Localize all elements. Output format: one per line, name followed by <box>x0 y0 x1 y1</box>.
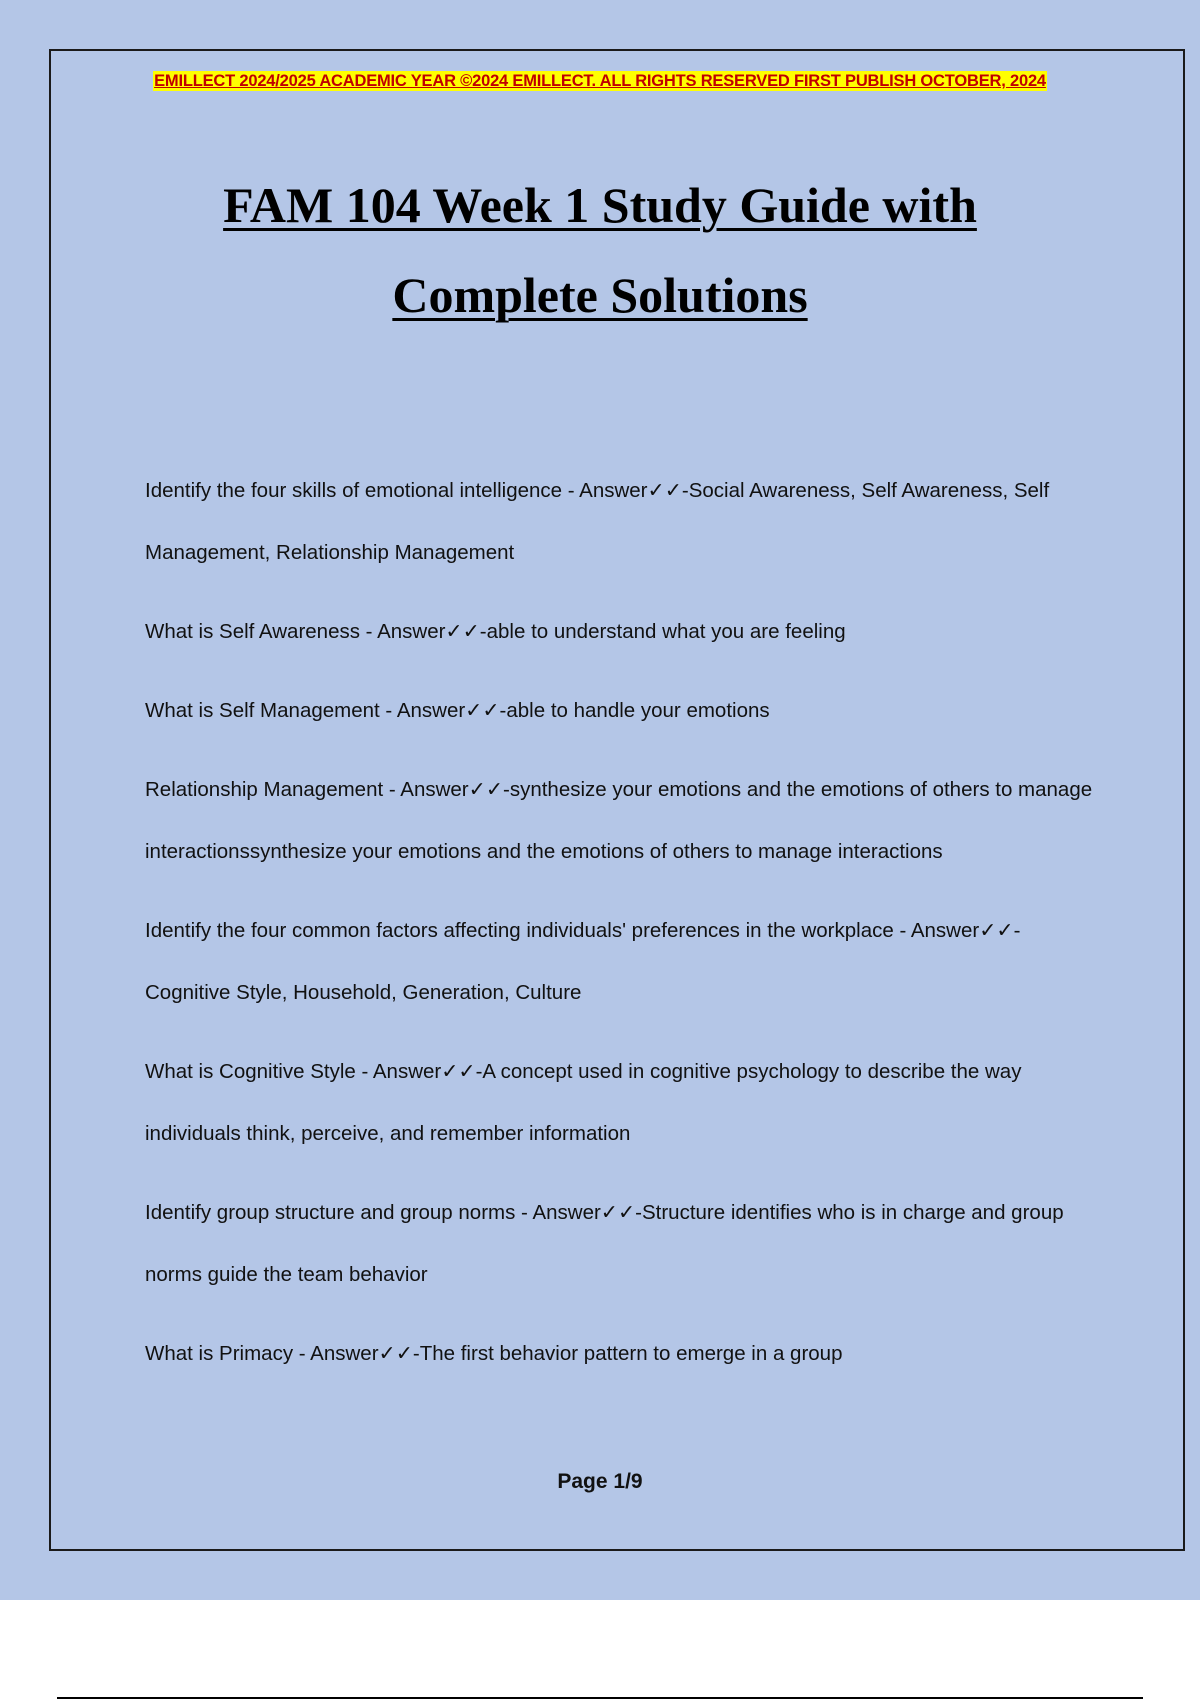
qa-item-7: Identify group structure and group norms - Answer✓✓-Structure identifies who is in charge and group norms guide the team behavior <box>145 1201 1064 1286</box>
qa-question: Identify the four skills of emotional intelligence <box>145 479 563 502</box>
qa-answer: synthesize your emotions and the emotions of others to manage interactionssynthesize your emotions and the emotions of others to manage interactions <box>145 778 1093 863</box>
document-title-line-1: FAM 104 Week 1 Study Guide with <box>223 177 977 233</box>
qa-item-8: What is Primacy - Answer✓✓-The first behavior pattern to emerge in a group <box>145 1342 843 1365</box>
qa-question: Identify the four common factors affecting individuals' preferences in the workplace <box>145 919 894 942</box>
copyright-banner <box>0 72 1200 91</box>
qa-answer-marker: Answer✓✓ <box>396 699 500 722</box>
qa-answer: able to understand what you are feeling <box>486 620 846 643</box>
qa-answer-marker: Answer✓✓ <box>310 1342 413 1365</box>
qa-answer-marker: Answer✓✓ <box>377 620 480 643</box>
qa-answer-marker: Answer✓✓ <box>532 1201 636 1224</box>
qa-question: Relationship Management <box>145 778 384 801</box>
qa-question: What is Cognitive Style <box>145 1060 356 1083</box>
qa-answer-marker: Answer✓✓ <box>372 1060 476 1083</box>
document-title <box>60 160 1140 340</box>
qa-question: Identify group structure and group norms <box>145 1201 516 1224</box>
qa-answer-marker: Answer✓✓ <box>579 479 682 502</box>
qa-item-6: What is Cognitive Style - Answer✓✓-A concept used in cognitive psychology to describe the way individuals think, perceive, and remember information <box>145 1060 1022 1145</box>
qa-item-1: Identify the four skills of emotional intelligence - Answer✓✓-Social Awareness, Self Awareness, Self Management, Relationship Management <box>145 479 1050 564</box>
qa-answer: able to handle your emotions <box>506 699 770 722</box>
qa-answer-marker: Answer✓✓ <box>400 778 503 801</box>
qa-answer-marker: Answer✓✓ <box>910 919 1014 942</box>
page-number: Page 1/9 <box>557 1470 643 1493</box>
qa-question: What is Primacy <box>145 1342 294 1365</box>
qa-item-5: Identify the four common factors affecting individuals' preferences in the workplace - Answer✓✓-Cognitive Style, Household, Generation, Culture <box>145 919 1021 1004</box>
qa-answer: The first behavior pattern to emerge in a group <box>419 1342 843 1365</box>
qa-item-4: Relationship Management - Answer✓✓-synthesize your emotions and the emotions of others to manage interactionssynthesize your emotions and the emotions of others to manage interactions <box>145 778 1093 863</box>
copyright-banner-text: EMILLECT 2024/2025 ACADEMIC YEAR ©2024 EMILLECT. ALL RIGHTS RESERVED FIRST PUBLISH OCTOBER, 2024 <box>154 72 1046 90</box>
qa-answer: Structure identifies who is in charge and group norms guide the team behavior <box>145 1201 1064 1286</box>
question-answer-list <box>145 460 1105 1402</box>
qa-answer: Cognitive Style, Household, Generation, Culture <box>145 981 582 1004</box>
qa-question: What is Self Awareness <box>145 620 360 643</box>
qa-item-3: What is Self Management - Answer✓✓-able to handle your emotions <box>145 699 770 722</box>
next-page-top-rule <box>57 1697 1143 1699</box>
qa-answer: Social Awareness, Self Awareness, Self Management, Relationship Management <box>145 479 1050 564</box>
qa-item-2: What is Self Awareness - Answer✓✓-able to understand what you are feeling <box>145 620 846 643</box>
document-title-line-2: Complete Solutions <box>392 267 808 323</box>
qa-question: What is Self Management <box>145 699 380 722</box>
qa-answer: A concept used in cognitive psychology to describe the way individuals think, perceive, and remember information <box>145 1060 1022 1145</box>
